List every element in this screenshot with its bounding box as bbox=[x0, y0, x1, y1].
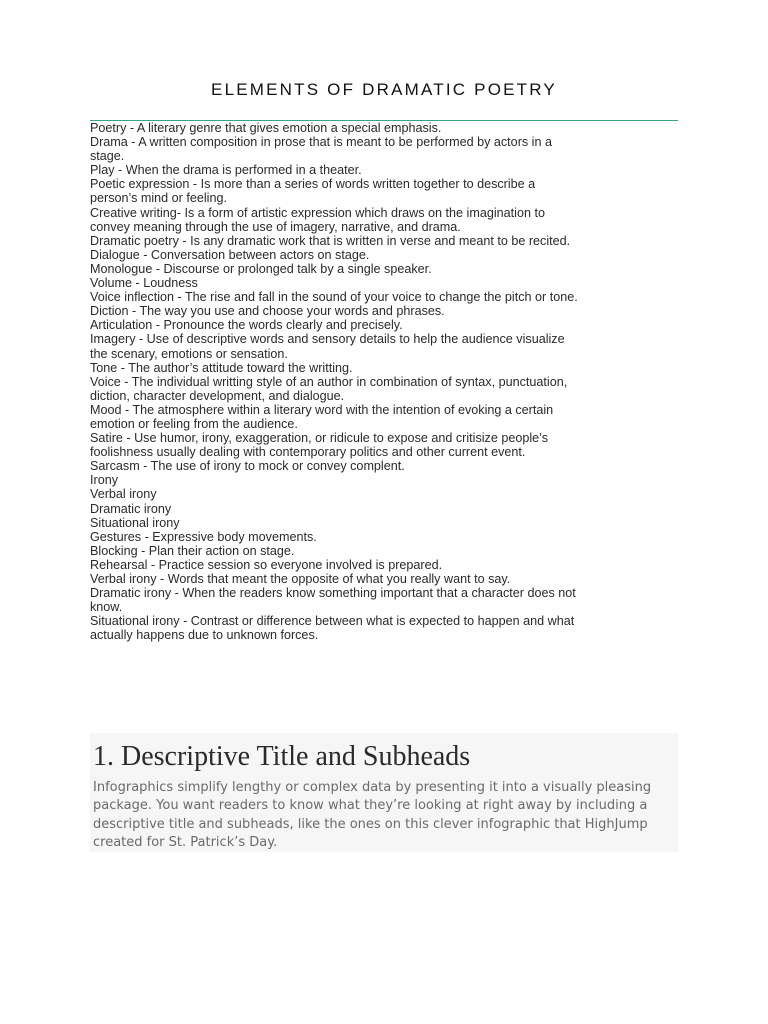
glossary-line: Dialogue - Conversation between actors on stage. bbox=[90, 247, 370, 262]
tip-heading: 1. Descriptive Title and Subheads bbox=[93, 741, 471, 772]
glossary-line: Irony bbox=[90, 473, 118, 488]
glossary-line: stage. bbox=[90, 149, 125, 164]
glossary-line: Diction - The way you use and choose your words and phrases. bbox=[90, 304, 445, 319]
glossary-line: person’s mind or feeling. bbox=[90, 191, 227, 206]
glossary-line: Poetic expression - Is more than a series of words written together to describe a bbox=[90, 177, 536, 192]
glossary-line: Dramatic irony - When the readers know something important that a character does not bbox=[90, 586, 576, 601]
glossary-line: Gestures - Expressive body movements. bbox=[90, 529, 317, 544]
glossary-line: Imagery - Use of descriptive words and sensory details to help the audience visualize bbox=[90, 332, 565, 347]
glossary-line: Rehearsal - Practice session so everyone involved is prepared. bbox=[90, 557, 443, 572]
glossary-line: Satire - Use humor, irony, exaggeration, or ridicule to expose and critisize people’s bbox=[90, 431, 549, 446]
glossary-line: Sarcasm - The use of irony to mock or convey complent. bbox=[90, 459, 405, 474]
glossary-line: Situational irony - Contrast or difference between what is expected to happen and what bbox=[90, 614, 575, 629]
tip-body: Infographics simplify lengthy or complex data by presenting it into a visually pleasing package. You want readers to know what they’re looking at right away by including a descriptive title and subheads, like the ones on this clever infographic that HighJump created for St. Patrick’s Day. bbox=[93, 780, 652, 851]
glossary-list bbox=[90, 121, 682, 642]
glossary-line: Dramatic irony bbox=[90, 501, 172, 516]
glossary-line: Tone - The author’s attitude toward the writting. bbox=[90, 360, 353, 375]
glossary-line: Voice inflection - The rise and fall in the sound of your voice to change the pitch or tone. bbox=[90, 290, 578, 305]
glossary-line: Verbal irony bbox=[90, 487, 157, 502]
glossary-line: Blocking - Plan their action on stage. bbox=[90, 543, 295, 558]
glossary-line: diction, character development, and dialogue. bbox=[90, 388, 345, 403]
infographic-tip-panel bbox=[90, 733, 678, 852]
glossary-line: know. bbox=[90, 600, 123, 615]
glossary-line: Poetry - A literary genre that gives emotion a special emphasis. bbox=[90, 121, 442, 135]
glossary-line: foolishness usually dealing with contemporary politics and other current event. bbox=[90, 445, 526, 460]
glossary-line: convey meaning through the use of imagery, narrative, and drama. bbox=[90, 219, 461, 234]
glossary-line: Verbal irony - Words that meant the opposite of what you really want to say. bbox=[90, 572, 511, 586]
glossary-line: Play - When the drama is performed in a theater. bbox=[90, 163, 362, 178]
glossary-line: Voice - The individual writting style of an author in combination of syntax, punctuation, bbox=[90, 374, 568, 389]
glossary-line: Creative writing- Is a form of artistic expression which draws on the imagination to bbox=[90, 205, 545, 220]
glossary-line: emotion or feeling from the audience. bbox=[90, 416, 298, 431]
glossary-line: Mood - The atmosphere within a literary word with the intention of evoking a certain bbox=[90, 402, 554, 417]
page-title: ELEMENTS OF DRAMATIC POETRY bbox=[211, 80, 557, 99]
glossary-line: Volume - Loudness bbox=[90, 276, 198, 291]
glossary-line: Monologue - Discourse or prolonged talk by a single speaker. bbox=[90, 261, 432, 276]
glossary-line: actually happens due to unknown forces. bbox=[90, 628, 319, 643]
glossary-line: the scenary, emotions or sensation. bbox=[90, 346, 288, 361]
glossary-line: Dramatic poetry - Is any dramatic work that is written in verse and meant to be recited. bbox=[90, 233, 571, 248]
glossary-line: Articulation - Pronounce the words clearly and precisely. bbox=[90, 318, 403, 333]
glossary-line: Drama - A written composition in prose that is meant to be performed by actors in a bbox=[90, 135, 552, 150]
glossary-line: Situational irony bbox=[90, 515, 180, 530]
